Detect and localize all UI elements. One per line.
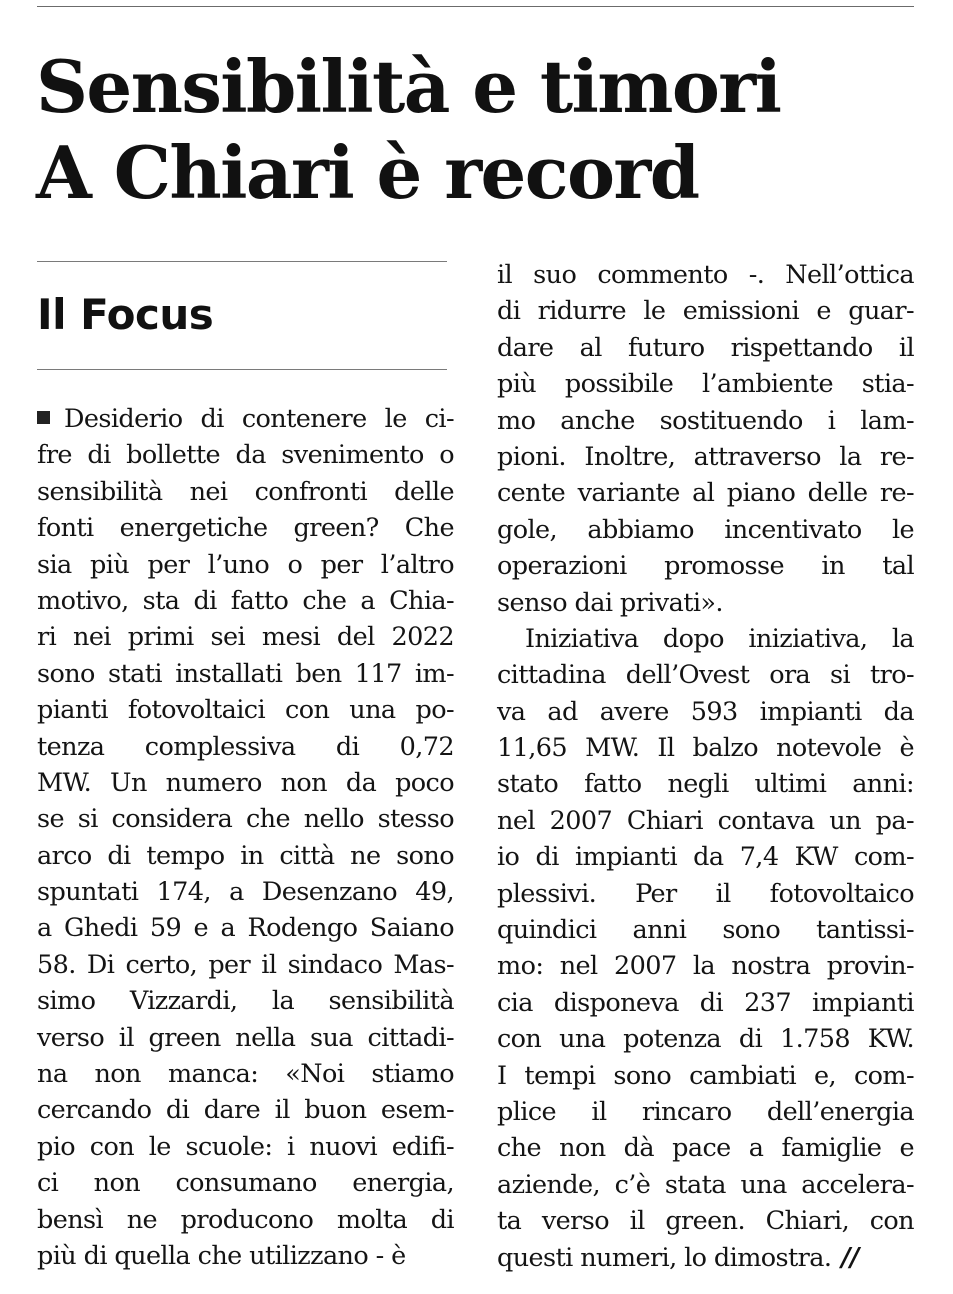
article-line: stato fatto negli ultimi anni: bbox=[497, 769, 914, 800]
article-line: bensì ne producono molta di bbox=[37, 1204, 454, 1235]
article-line: che non dà pace a famiglie e bbox=[497, 1133, 914, 1164]
article-line: operazioni promosse in tal bbox=[497, 551, 914, 582]
article-line: mo: nel 2007 la nostra provin- bbox=[497, 951, 914, 982]
article-line: plice il rincaro dell’energia bbox=[497, 1096, 914, 1127]
article-line: quindici anni sono tantissi- bbox=[497, 915, 914, 946]
article-column-2 bbox=[497, 257, 914, 1276]
article-line: dare al futuro rispettando il bbox=[497, 332, 914, 363]
article-line: il suo commento -. Nell’ottica bbox=[497, 260, 914, 290]
article-line: 58. Di certo, per il sindaco Mas- bbox=[37, 949, 454, 980]
article-column-1 bbox=[37, 401, 454, 1274]
article-line: motivo, sta di fatto che a Chia- bbox=[37, 585, 454, 616]
article-line: pioni. Inoltre, attraverso la re- bbox=[497, 441, 914, 472]
article-line: nel 2007 Chiari contava un pa- bbox=[497, 805, 914, 836]
article-line: arco di tempo in città ne sono bbox=[37, 840, 454, 871]
article-line: 11,65 MW. Il balzo notevole è bbox=[497, 733, 914, 764]
article-line bbox=[37, 401, 454, 437]
headline bbox=[36, 44, 916, 216]
article-line: tenza complessiva di 0,72 bbox=[37, 731, 454, 762]
kicker-rule-bottom bbox=[37, 369, 447, 370]
end-of-article-mark: // bbox=[841, 1242, 859, 1273]
article-line: cercando di dare il buon esem- bbox=[37, 1095, 454, 1126]
article-line: simo Vizzardi, la sensibilità bbox=[37, 986, 454, 1017]
paragraph-bullet-icon bbox=[37, 411, 50, 424]
article-line: cente variante al piano delle re- bbox=[497, 478, 914, 509]
article-line: più possibile l’ambiente stia- bbox=[497, 369, 914, 400]
article-line: io di impianti da 7,4 KW com- bbox=[497, 842, 914, 873]
article-line: senso dai privati». bbox=[497, 587, 723, 618]
article-line: gole, abbiamo incentivato le bbox=[497, 514, 914, 545]
headline-line-1: Sensibilità e timori bbox=[36, 44, 781, 129]
article-line: verso il green nella sua cittadi- bbox=[37, 1022, 454, 1053]
article-line: fre di bollette da svenimento o bbox=[37, 440, 454, 471]
top-rule bbox=[37, 6, 914, 7]
article-line: con una potenza di 1.758 KW. bbox=[497, 1024, 914, 1055]
article-line: sia più per l’uno o per l’altro bbox=[37, 549, 454, 580]
article-line: mo anche sostituendo i lam- bbox=[497, 405, 914, 436]
article-line: aziende, c’è stata una accelera- bbox=[497, 1169, 914, 1200]
article-line: ta verso il green. Chiari, con bbox=[497, 1206, 914, 1237]
article-line bbox=[497, 1240, 914, 1276]
article-line: ci non consumano energia, bbox=[37, 1168, 454, 1199]
article-line-text: questi numeri, lo dimostra. bbox=[497, 1242, 832, 1273]
article-line-text: Desiderio di contenere le ci- bbox=[64, 404, 454, 434]
kicker: Il Focus bbox=[37, 290, 214, 339]
article-line: va ad avere 593 impianti da bbox=[497, 696, 914, 727]
article-line: a Ghedi 59 e a Rodengo Saiano bbox=[37, 913, 454, 944]
kicker-rule-top bbox=[37, 261, 447, 262]
article-line: I tempi sono cambiati e, com- bbox=[497, 1060, 914, 1091]
article-line: di ridurre le emissioni e guar- bbox=[497, 296, 914, 327]
article-line: sono stati installati ben 117 im- bbox=[37, 658, 454, 689]
article-line: sensibilità nei confronti delle bbox=[37, 476, 454, 507]
article-line: cia disponeva di 237 impianti bbox=[497, 987, 914, 1018]
article-line: spuntati 174, a Desenzano 49, bbox=[37, 877, 454, 908]
article-line: pio con le scuole: i nuovi edifi- bbox=[37, 1131, 454, 1162]
article-line: Iniziativa dopo iniziativa, la bbox=[525, 623, 914, 654]
article-line: pianti fotovoltaici con una po- bbox=[37, 695, 454, 726]
article-line: più di quella che utilizzano - è bbox=[37, 1240, 406, 1271]
article-line: fonti energetiche green? Che bbox=[37, 513, 454, 544]
article-line: se si considera che nello stesso bbox=[37, 804, 454, 835]
article-line: ri nei primi sei mesi del 2022 bbox=[37, 622, 454, 653]
article-line: MW. Un numero non da poco bbox=[37, 767, 454, 798]
article-line: cittadina dell’Ovest ora si tro- bbox=[497, 660, 914, 691]
article-line: plessivi. Per il fotovoltaico bbox=[497, 878, 914, 909]
article-line: na non manca: «Noi stiamo bbox=[37, 1059, 454, 1090]
headline-line-2: A Chiari è record bbox=[36, 130, 699, 215]
